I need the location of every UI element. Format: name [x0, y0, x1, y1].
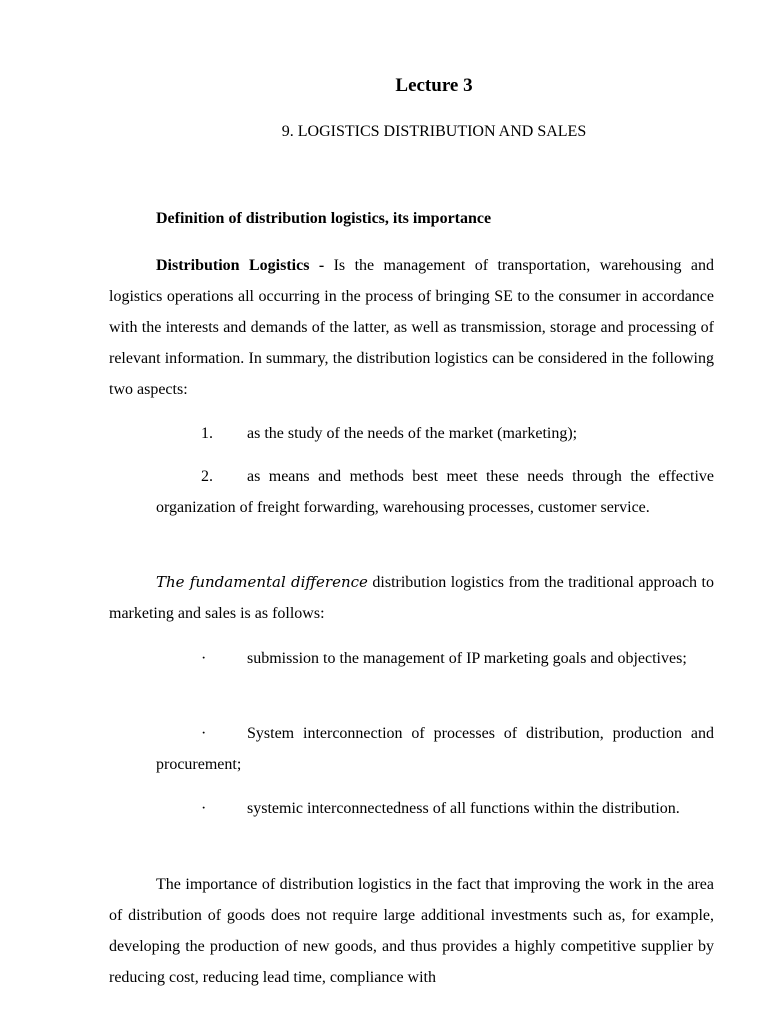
bullet-marker: · [201, 650, 207, 667]
definition-term: Distribution Logistics - [156, 257, 325, 274]
section-title: 9. LOGISTICS DISTRIBUTION AND SALES [281, 123, 587, 140]
list-number: 2. [201, 468, 213, 485]
definition-text: Is the management of transportation, warehousing and logistics operations all occurring in the process of bringing SE to the consumer in accordance with the interests and demands of the latter, as well as transmission, storage and processing of relevant information. In summary, the distribution logistics can be considered in the following two aspects: [109, 257, 715, 398]
difference-emphasis: The fundamental difference [156, 573, 368, 591]
numbered-list-item [156, 418, 714, 449]
importance-paragraph: The importance of distribution logistics in the fact that improving the work in the area of distribution of goods does not require large additional investments such as, for example, developing the production of new goods, and thus provides a highly competitive supplier by reducing cost, reducing lead time, compliance with [109, 876, 714, 986]
lecture-title: Lecture 3 [395, 75, 473, 96]
difference-paragraph [109, 567, 714, 629]
bullet-list-item [156, 793, 714, 824]
list-item-text: as the study of the needs of the market (marketing); [247, 425, 578, 442]
bullet-marker: · [201, 800, 207, 817]
list-item-text: systemic interconnectedness of all functions within the distribution. [247, 800, 680, 817]
list-item-text: as means and methods best meet these needs through the effective organization of freight forwarding, warehousing processes, customer service. [156, 468, 714, 516]
definition-paragraph [109, 250, 714, 405]
bullet-marker: · [201, 725, 207, 742]
list-item-text: submission to the management of IP marketing goals and objectives; [247, 650, 687, 667]
bullet-list-item [156, 718, 714, 780]
numbered-list-item [156, 461, 714, 523]
difference-text: distribution logistics from the traditional approach to marketing and sales is as follows: [109, 574, 714, 622]
list-item-text: System interconnection of processes of distribution, production and procurement; [156, 725, 714, 773]
subheading: Definition of distribution logistics, its importance [156, 210, 492, 227]
bullet-list-item [156, 643, 714, 674]
list-number: 1. [201, 425, 213, 442]
